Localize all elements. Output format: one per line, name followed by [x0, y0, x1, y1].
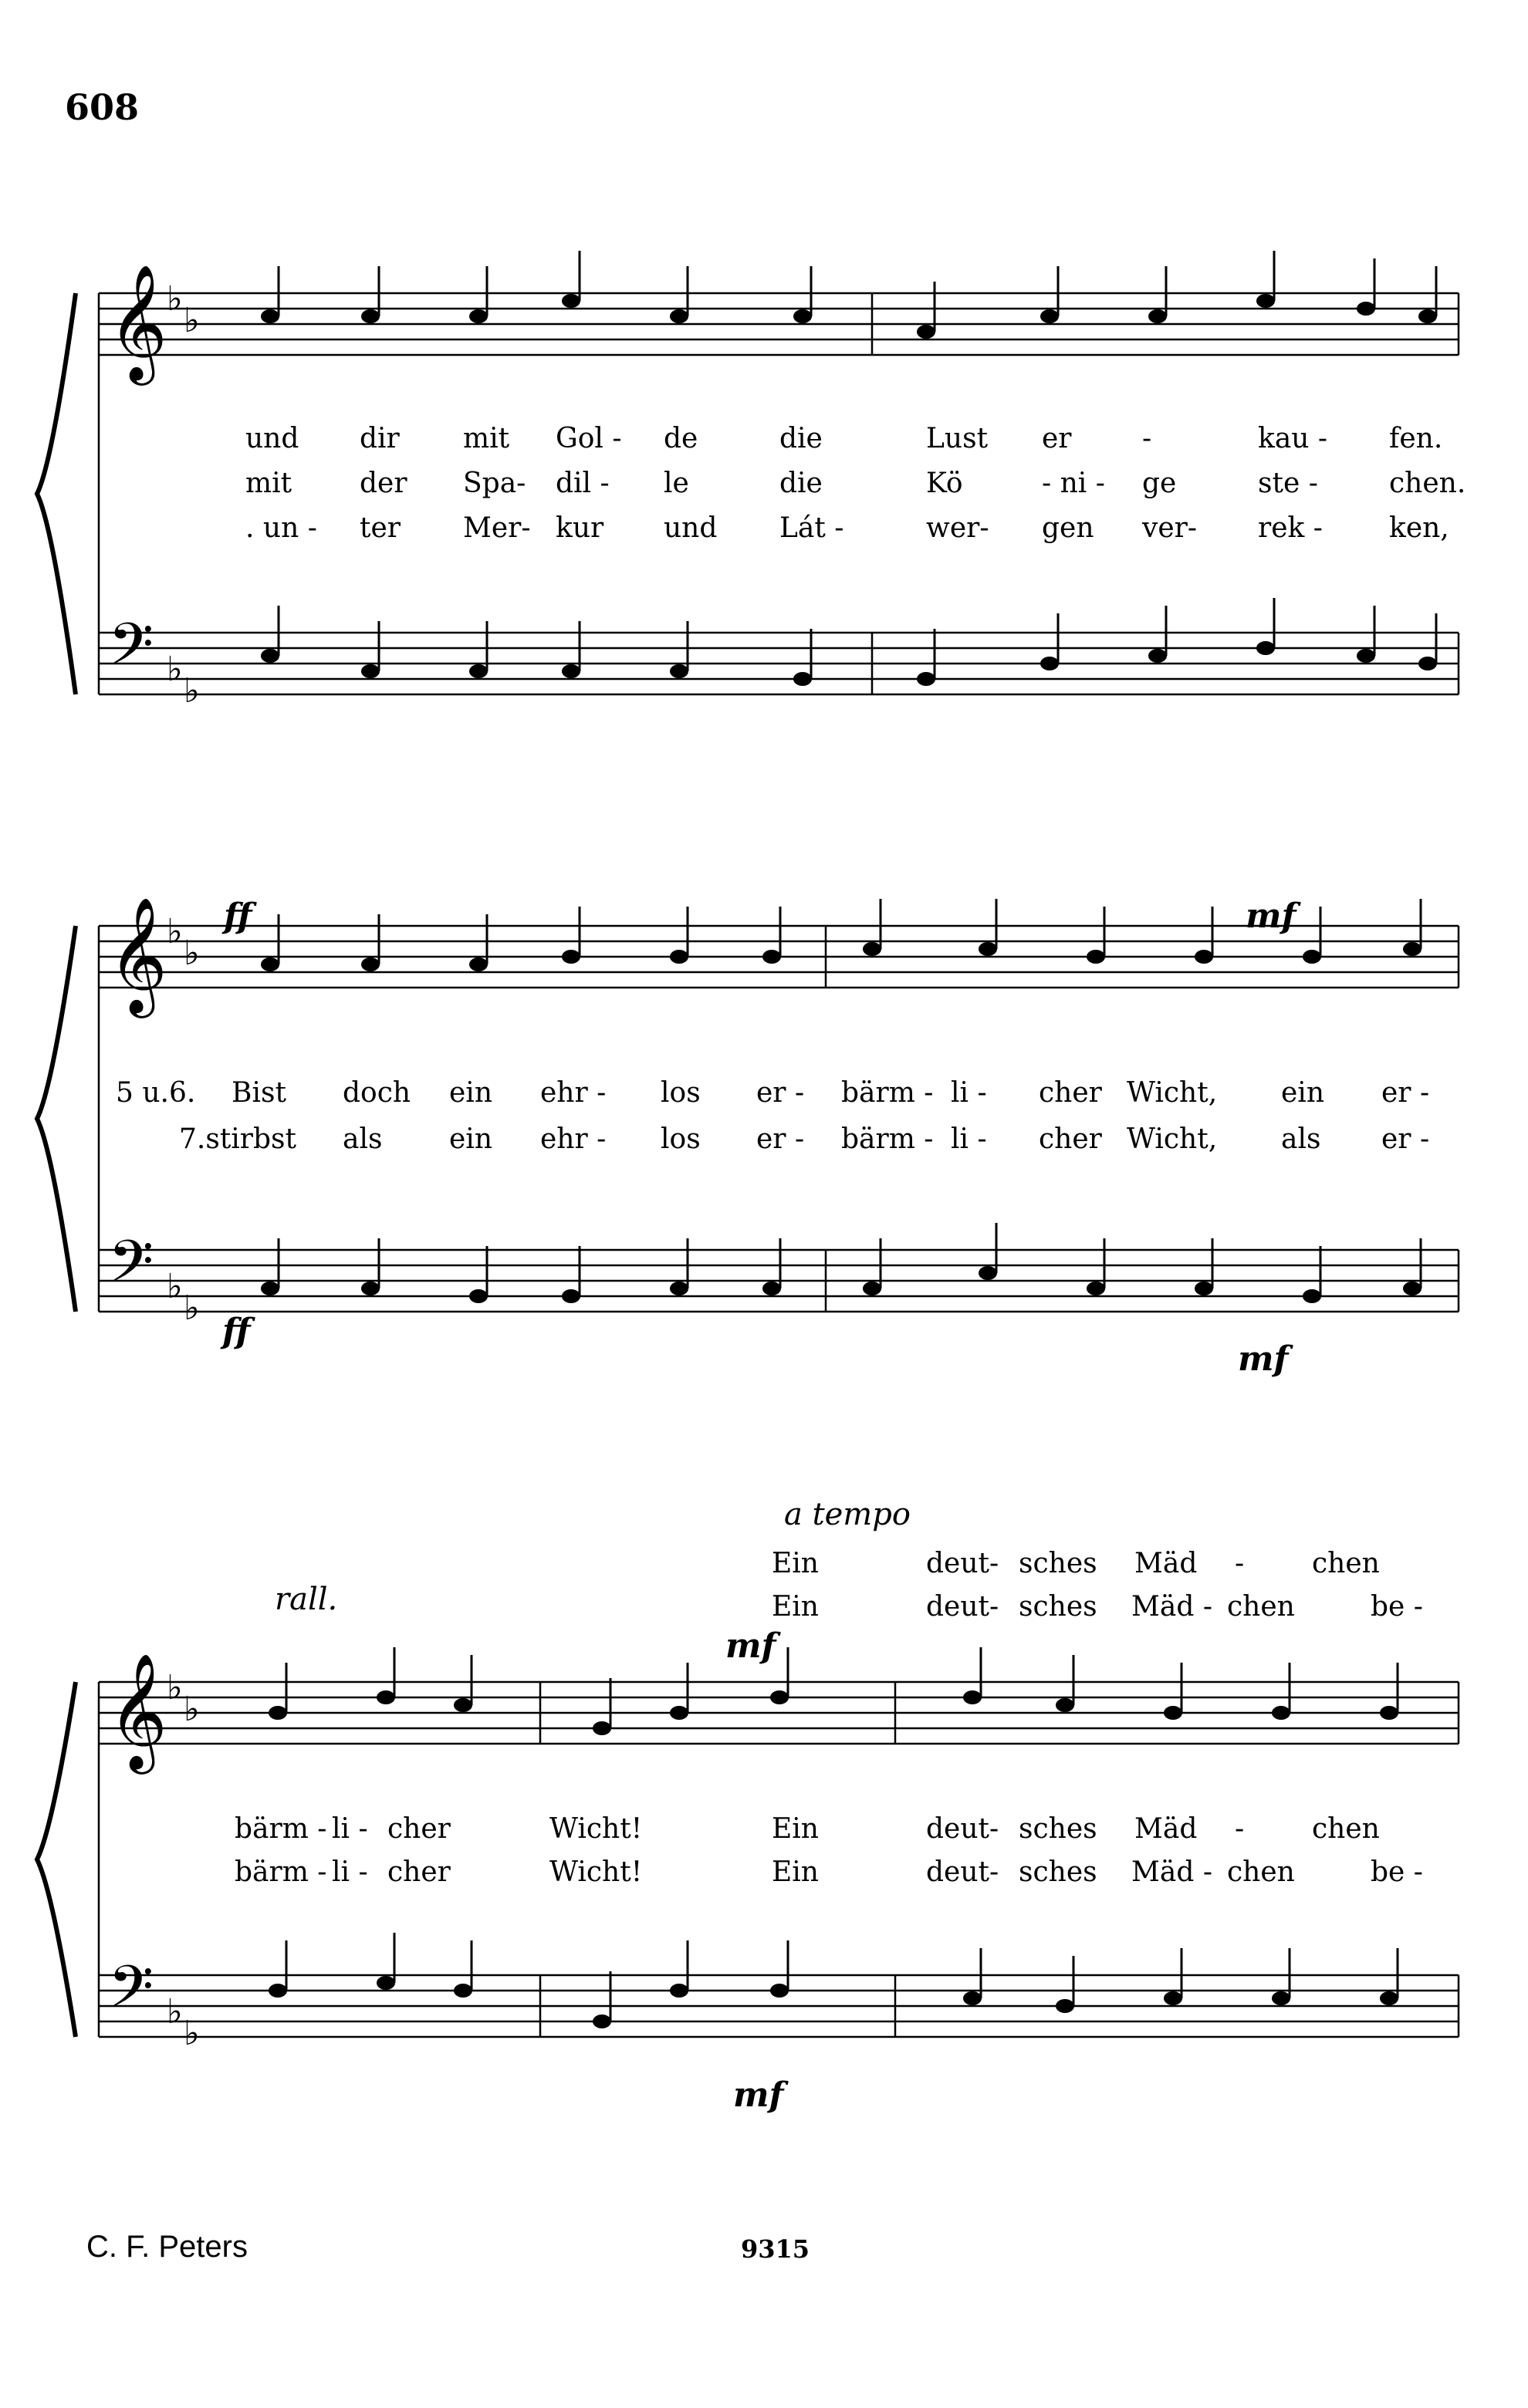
note-head — [1272, 1991, 1290, 2005]
note-head — [670, 1282, 688, 1295]
lyric-syllable: dir — [360, 423, 400, 454]
lyric-syllable: und — [245, 423, 299, 454]
lyric-syllable: cher — [387, 1813, 451, 1845]
lyric-syllable: er - — [756, 1077, 805, 1109]
lyric-syllable: cher — [387, 1856, 451, 1888]
note-head — [1403, 942, 1422, 956]
lyric-syllable: mit — [463, 423, 510, 454]
note-head — [1164, 1991, 1182, 2005]
lyric-syllable: ter — [360, 512, 401, 544]
lyric-syllable: chen — [1227, 1856, 1295, 1888]
lyric-syllable: Mäd - — [1131, 1856, 1212, 1888]
note-head — [1256, 641, 1275, 655]
note-head — [261, 1282, 279, 1295]
lyric-syllable: ken, — [1389, 512, 1449, 544]
note-head — [793, 309, 812, 323]
note-head — [670, 950, 688, 964]
dynamic-mf-voice: mf — [725, 1626, 776, 1666]
lyric-syllable: Lust — [926, 423, 989, 454]
bass-clef-icon: 𝄢 — [108, 610, 154, 693]
note-head — [762, 1282, 781, 1295]
lyric-syllable: Mäd — [1134, 1813, 1198, 1845]
lyric-syllable: sches — [1019, 1856, 1097, 1888]
lyric-syllable: - — [1235, 1548, 1245, 1579]
lyric-syllable: 5 u.6. — [116, 1077, 196, 1109]
lyric-syllable: Ein — [772, 1548, 819, 1579]
lyric-syllable: Ein — [772, 1813, 819, 1845]
note-head — [469, 1289, 488, 1303]
treble-clef-icon: 𝄞 — [108, 896, 167, 1013]
lyric-syllable: li - — [951, 1077, 987, 1109]
dynamic-mf-upper: mf — [1246, 897, 1296, 936]
note-head — [562, 950, 580, 964]
lyric-syllable: bärm - — [235, 1856, 327, 1888]
note-head — [670, 664, 688, 678]
flat-icon: ♭ — [167, 1267, 183, 1306]
note-head — [670, 1984, 688, 1998]
lyric-syllable: los — [661, 1077, 701, 1109]
note-head — [963, 1690, 982, 1704]
note-head — [562, 1289, 580, 1303]
lyric-syllable: Lát - — [779, 512, 844, 544]
publisher: C. F. Peters — [86, 2230, 248, 2264]
lyric-syllable: Mer- — [463, 512, 531, 544]
lyric-syllable: chen. — [1389, 468, 1466, 499]
note-head — [979, 942, 997, 956]
lyric-syllable: mit — [245, 468, 292, 499]
lyric-syllable: Ein — [772, 1856, 819, 1888]
lyric-syllable: Wicht, — [1127, 1077, 1218, 1109]
note-head — [1164, 1706, 1182, 1720]
flat-icon: ♭ — [167, 279, 183, 319]
lyric-syllable: chen — [1227, 1591, 1295, 1623]
note-head — [1195, 950, 1213, 964]
note-head — [1380, 1991, 1398, 2005]
tempo-marking: a tempo — [784, 1497, 911, 1532]
lyric-syllable: er — [1042, 423, 1072, 454]
lyric-syllable: dil - — [556, 468, 610, 499]
lyric-syllable: li - — [951, 1123, 987, 1155]
lyric-syllable: ein — [1281, 1077, 1325, 1109]
flat-icon: ♭ — [184, 2014, 200, 2053]
rallentando-marking: rall. — [275, 1582, 338, 1617]
flat-icon: ♭ — [184, 671, 200, 711]
note-head — [1357, 302, 1375, 316]
lyric-syllable: cher — [1039, 1077, 1102, 1109]
lyric-syllable: doch — [343, 1077, 411, 1109]
lyric-syllable: fen. — [1389, 423, 1443, 454]
note-head — [1272, 1706, 1290, 1720]
lyric-syllable: chen — [1312, 1813, 1380, 1845]
note-head — [1087, 1282, 1105, 1295]
note-head — [762, 950, 781, 964]
note-head — [1303, 1289, 1321, 1303]
bass-clef-icon: 𝄢 — [108, 1228, 154, 1310]
lyric-syllable: er - — [1381, 1123, 1430, 1155]
lyric-syllable: sches — [1019, 1548, 1097, 1579]
lyric-syllable: - — [1235, 1813, 1245, 1845]
lyric-syllable: Ein — [772, 1591, 819, 1623]
dynamic-ff-upper: ff — [224, 897, 252, 936]
note-head — [1056, 1698, 1074, 1712]
lyric-syllable: ein — [449, 1123, 493, 1155]
note-head — [1148, 309, 1167, 323]
flat-icon: ♭ — [167, 1668, 183, 1707]
note-head — [269, 1706, 287, 1720]
page-number: 608 — [65, 86, 140, 128]
lyric-syllable: kau - — [1258, 423, 1328, 454]
lyric-syllable: ge — [1142, 468, 1177, 499]
note-head — [1195, 1282, 1213, 1295]
lyric-syllable: und — [664, 512, 718, 544]
note-head — [1056, 1999, 1074, 2013]
flat-icon: ♭ — [167, 912, 183, 951]
note-head — [469, 664, 488, 678]
brace — [37, 1682, 76, 2037]
note-head — [1418, 309, 1437, 323]
lyric-syllable: deut- — [926, 1813, 999, 1845]
flat-icon: ♭ — [184, 934, 200, 973]
note-head — [770, 1984, 789, 1998]
note-head — [979, 1266, 997, 1280]
brace — [37, 293, 76, 694]
note-head — [1087, 950, 1105, 964]
flat-icon: ♭ — [167, 1992, 183, 2031]
lyric-syllable: deut- — [926, 1591, 999, 1623]
note-head — [361, 309, 380, 323]
lyric-syllable: le — [664, 468, 689, 499]
note-head — [1357, 649, 1375, 663]
note-head — [593, 2015, 611, 2028]
treble-clef-icon: 𝄞 — [108, 263, 167, 380]
lyric-syllable: li - — [332, 1813, 368, 1845]
lyric-syllable: ste - — [1258, 468, 1318, 499]
plate-number: 9315 — [741, 2234, 810, 2264]
note-head — [793, 672, 812, 686]
lyric-syllable: Wicht! — [549, 1813, 643, 1845]
lyric-syllable: Mäd — [1134, 1548, 1198, 1579]
flat-icon: ♭ — [184, 1690, 200, 1729]
lyric-syllable: rek - — [1258, 512, 1323, 544]
note-head — [1418, 657, 1437, 670]
note-head — [562, 294, 580, 308]
note-head — [1403, 1282, 1422, 1295]
lyric-syllable: als — [343, 1123, 383, 1155]
lyric-syllable: kur — [556, 512, 604, 544]
lyric-syllable: chen — [1312, 1548, 1380, 1579]
lyric-syllable: sches — [1019, 1591, 1097, 1623]
lyric-syllable: Wicht! — [549, 1856, 643, 1888]
lyric-syllable: be - — [1371, 1591, 1423, 1623]
note-head — [670, 1706, 688, 1720]
dynamic-mf-lower: mf — [1238, 1339, 1289, 1379]
lyric-syllable: Bist — [232, 1077, 286, 1109]
lyric-syllable: deut- — [926, 1548, 999, 1579]
note-head — [454, 1698, 472, 1712]
note-head — [454, 1984, 472, 1998]
lyric-syllable: er - — [756, 1123, 805, 1155]
note-head — [377, 1690, 395, 1704]
lyric-syllable: bärm - — [841, 1077, 934, 1109]
lyric-syllable: die — [779, 468, 823, 499]
note-head — [770, 1690, 789, 1704]
lyric-syllable: ver- — [1142, 512, 1198, 544]
lyric-syllable: los — [661, 1123, 701, 1155]
lyric-syllable: be - — [1371, 1856, 1423, 1888]
note-head — [361, 1282, 380, 1295]
lyric-syllable: sches — [1019, 1813, 1097, 1845]
dynamic-mf-piano: mf — [733, 2075, 784, 2115]
note-head — [377, 1976, 395, 1990]
dynamic-ff-lower: ff — [222, 1312, 251, 1351]
lyric-syllable: Kö — [926, 468, 963, 499]
note-head — [261, 649, 279, 663]
treble-clef-icon: 𝄞 — [108, 1652, 167, 1769]
lyric-syllable: als — [1281, 1123, 1321, 1155]
note-head — [361, 957, 380, 971]
lyric-syllable: gen — [1042, 512, 1094, 544]
note-head — [1148, 649, 1167, 663]
lyric-syllable: die — [779, 423, 823, 454]
lyric-syllable: wer- — [926, 512, 989, 544]
lyric-syllable: ehr - — [540, 1077, 607, 1109]
note-head — [261, 957, 279, 971]
note-head — [269, 1984, 287, 1998]
lyric-syllable: deut- — [926, 1856, 999, 1888]
lyric-syllable: ehr - — [540, 1123, 607, 1155]
note-head — [1256, 294, 1275, 308]
lyric-syllable: Spa- — [463, 468, 526, 499]
flat-icon: ♭ — [184, 1288, 200, 1328]
flat-icon: ♭ — [184, 301, 200, 340]
note-head — [361, 664, 380, 678]
lyric-syllable: 7.stirbst — [179, 1123, 296, 1155]
lyric-syllable: bärm - — [841, 1123, 934, 1155]
note-head — [917, 325, 935, 339]
note-head — [1040, 309, 1059, 323]
lyric-syllable: - — [1142, 423, 1152, 454]
note-head — [1303, 950, 1321, 964]
lyric-syllable: - ni - — [1042, 468, 1105, 499]
lyric-syllable: cher — [1039, 1123, 1102, 1155]
note-head — [863, 1282, 881, 1295]
note-head — [670, 309, 688, 323]
brace — [37, 926, 76, 1312]
note-head — [261, 309, 279, 323]
note-head — [1380, 1706, 1398, 1720]
lyric-syllable: li - — [332, 1856, 368, 1888]
lyric-syllable: Gol - — [556, 423, 622, 454]
note-head — [469, 957, 488, 971]
note-head — [1040, 657, 1059, 670]
note-head — [469, 309, 488, 323]
lyric-syllable: Mäd - — [1131, 1591, 1212, 1623]
lyric-syllable: er - — [1381, 1077, 1430, 1109]
note-head — [593, 1721, 611, 1735]
note-head — [963, 1991, 982, 2005]
lyric-syllable: de — [664, 423, 698, 454]
note-head — [863, 942, 881, 956]
lyric-syllable: der — [360, 468, 407, 499]
flat-icon: ♭ — [167, 650, 183, 689]
note-head — [562, 664, 580, 678]
lyric-syllable: Wicht, — [1127, 1123, 1218, 1155]
lyric-syllable: bärm - — [235, 1813, 327, 1845]
bass-clef-icon: 𝄢 — [108, 1953, 154, 2035]
lyric-syllable: ein — [449, 1077, 493, 1109]
lyric-syllable: . un - — [245, 512, 317, 544]
note-head — [917, 672, 935, 686]
